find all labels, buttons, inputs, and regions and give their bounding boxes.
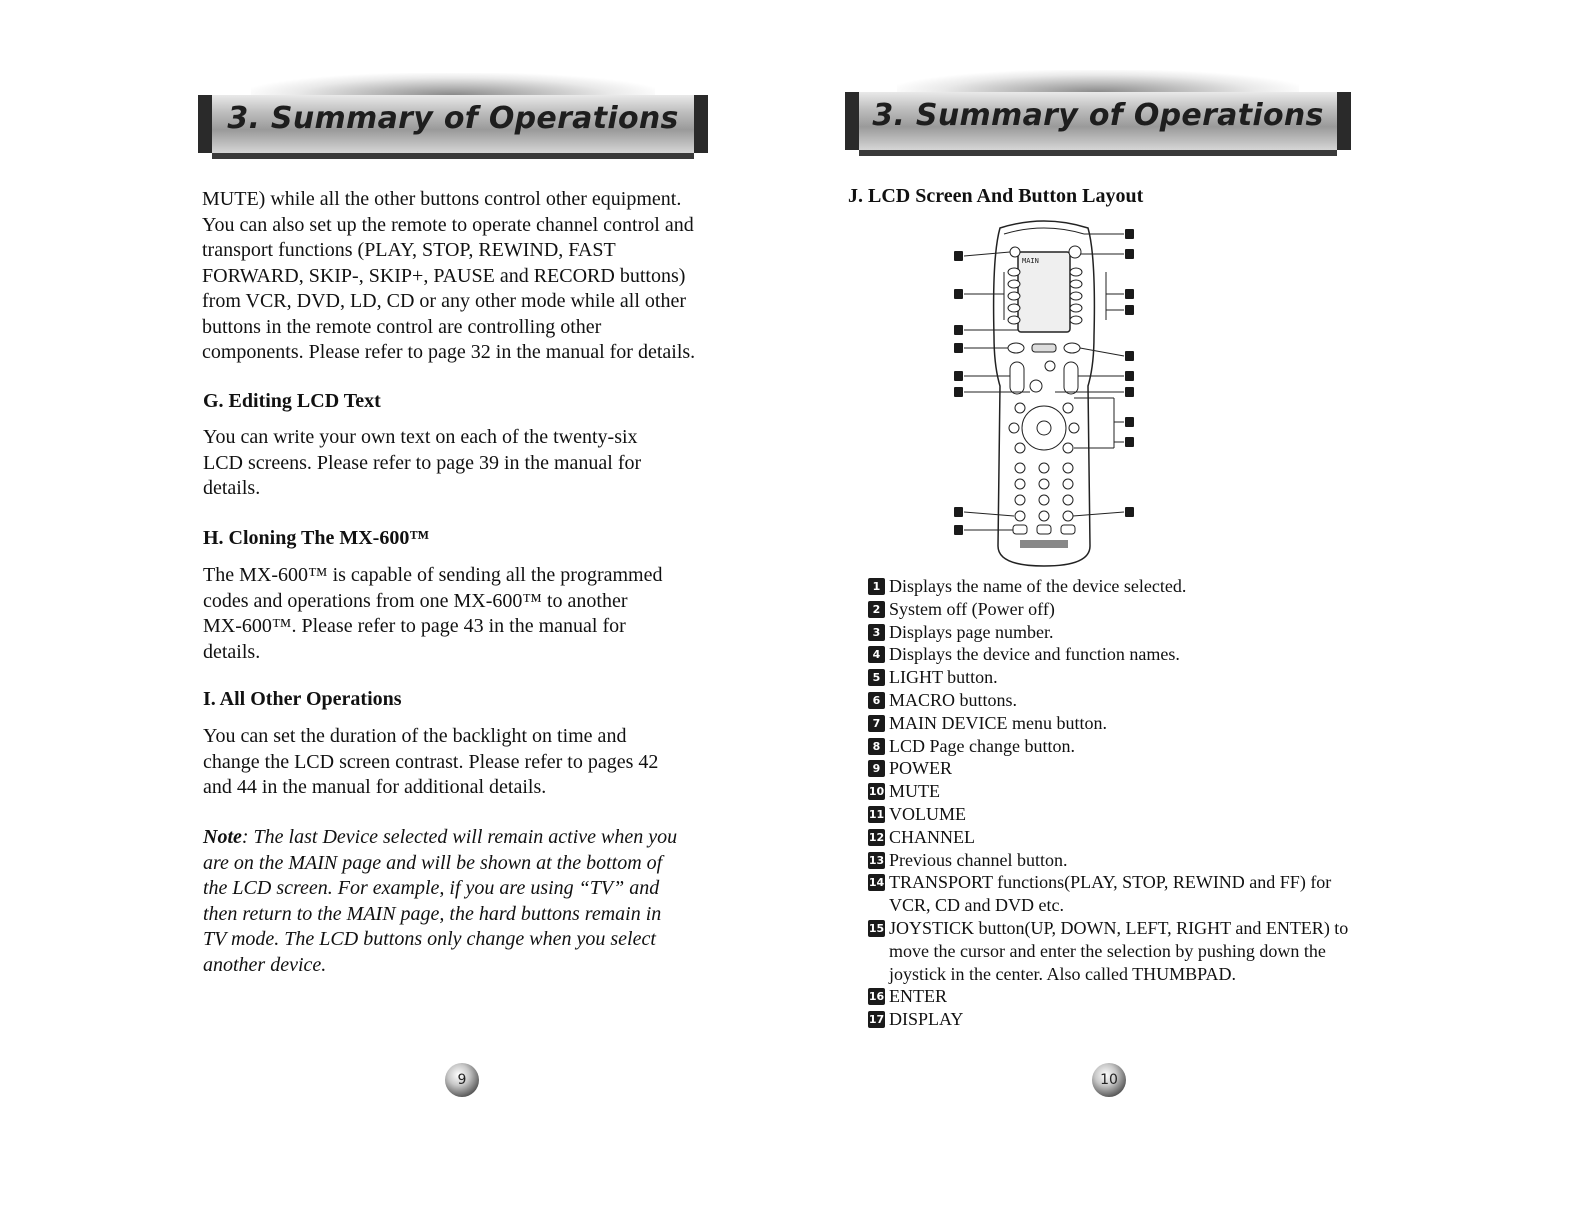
intro-line: FORWARD, SKIP-, SKIP+, PAUSE and RECORD buttons) <box>202 264 686 287</box>
legend-number: 11 <box>868 807 885 821</box>
legend-text: Displays page number. <box>889 621 1054 642</box>
section-g-line: details. <box>203 477 261 499</box>
section-h-line: MX-600™. Please refer to page 43 in the manual for <box>203 615 626 637</box>
section-i-line: You can set the duration of the backlight on time and <box>203 725 627 747</box>
remote-svg <box>944 216 1144 572</box>
legend-number: 15 <box>868 921 885 935</box>
legend-item <box>868 666 1388 689</box>
note-line: the LCD screen. For example, if you are using “TV” and <box>203 877 660 899</box>
section-g-body <box>203 425 723 502</box>
legend-number: 16 <box>868 990 885 1004</box>
legend-text: System off (Power off) <box>889 598 1055 619</box>
left-page-number: 9 <box>445 1063 479 1097</box>
legend-number: 2 <box>868 601 885 618</box>
intro-line: You can also set up the remote to operate channel control and <box>202 213 694 236</box>
legend-text: ENTER <box>889 986 947 1007</box>
right-banner-title: 3. Summary of Operations <box>872 98 1324 133</box>
legend-number: 14 <box>868 876 885 890</box>
note-block <box>203 825 743 978</box>
legend-text: MACRO buttons. <box>889 689 1018 710</box>
legend-item <box>868 917 1388 985</box>
legend-item <box>868 757 1388 780</box>
section-h-heading: H. Cloning The MX-600™ <box>203 527 430 549</box>
legend-text: LIGHT button. <box>889 667 998 688</box>
legend-item <box>868 712 1388 735</box>
legend-number: 6 <box>868 692 885 709</box>
intro-line: components. Please refer to page 32 in the manual for details. <box>202 341 696 363</box>
button-legend <box>868 575 1388 1031</box>
legend-number: 13 <box>868 853 885 867</box>
legend-number: 17 <box>868 1013 885 1027</box>
legend-item <box>868 826 1388 849</box>
legend-text: VOLUME <box>889 803 966 824</box>
legend-item <box>868 849 1388 872</box>
legend-item <box>868 985 1388 1008</box>
legend-number: 4 <box>868 646 885 663</box>
legend-text: LCD Page change button. <box>889 735 1075 756</box>
section-h-body <box>203 563 723 665</box>
legend-item <box>868 689 1388 712</box>
legend-number: 5 <box>868 669 885 686</box>
legend-text: POWER <box>889 758 952 779</box>
intro-line: transport functions (PLAY, STOP, REWIND, FAST <box>202 239 616 261</box>
legend-number: 3 <box>868 624 885 641</box>
legend-text: TRANSPORT functions(PLAY, STOP, REWIND and FF) for VCR, CD and DVD etc. <box>889 872 1332 916</box>
section-i-line: and 44 in the manual for additional details. <box>203 776 547 798</box>
note-line: : The last Device selected will remain active when you <box>241 826 678 848</box>
legend-item <box>868 735 1388 758</box>
right-banner <box>845 92 1351 150</box>
legend-number: 8 <box>868 738 885 755</box>
legend-text: Displays the device and function names. <box>889 644 1180 665</box>
legend-item <box>868 575 1388 598</box>
legend-text: MUTE <box>889 781 940 802</box>
legend-item <box>868 780 1388 803</box>
legend-item <box>868 598 1388 621</box>
legend-number: 1 <box>868 578 885 595</box>
section-g-heading: G. Editing LCD Text <box>203 390 381 412</box>
section-g-line: LCD screens. Please refer to page 39 in the manual for <box>203 451 642 474</box>
lcd-main-label: MAIN <box>1022 257 1039 265</box>
section-h-line: codes and operations from one MX-600™ to another <box>203 589 628 612</box>
note-label: Note <box>203 826 242 848</box>
legend-text: DISPLAY <box>889 1009 964 1030</box>
legend-number: 10 <box>868 785 885 799</box>
legend-item <box>868 621 1388 644</box>
left-banner <box>198 95 708 153</box>
legend-item <box>868 871 1388 917</box>
section-i-heading: I. All Other Operations <box>203 688 402 710</box>
left-banner-title: 3. Summary of Operations <box>227 101 679 136</box>
legend-text: Previous channel button. <box>889 849 1068 870</box>
legend-item <box>868 643 1388 666</box>
legend-text: JOYSTICK button(UP, DOWN, LEFT, RIGHT and ENTER) to move the cursor and enter the selection by pushing down the joystick in the center. Also called THUMBPAD. <box>889 917 1349 984</box>
section-h-line: The MX-600™ is capable of sending all the programmed <box>203 564 663 586</box>
intro-line: from VCR, DVD, LD, CD or any other mode while all other <box>202 290 686 312</box>
note-first-line <box>203 825 743 851</box>
right-page-number: 10 <box>1092 1063 1126 1097</box>
legend-number: 7 <box>868 715 885 732</box>
note-line: then return to the MAIN page, the hard buttons remain in <box>203 902 662 925</box>
section-h-line: details. <box>203 640 261 663</box>
remote-diagram <box>944 216 1144 572</box>
section-j-heading: J. LCD Screen And Button Layout <box>848 185 1144 207</box>
note-line: TV mode. The LCD buttons only change when you select <box>203 928 656 950</box>
legend-text: MAIN DEVICE menu button. <box>889 712 1107 733</box>
note-line: are on the MAIN page and will be shown at the bottom of <box>203 851 663 874</box>
intro-line: buttons in the remote control are controlling other <box>202 315 602 338</box>
legend-text: Displays the name of the device selected. <box>889 576 1187 596</box>
legend-number: 12 <box>868 830 885 844</box>
section-i-body <box>203 724 723 801</box>
intro-line: MUTE) while all the other buttons control other equipment. <box>202 188 682 210</box>
legend-item <box>868 803 1388 826</box>
legend-text: CHANNEL <box>889 826 975 847</box>
legend-item <box>868 1008 1388 1031</box>
note-line: another device. <box>203 953 327 976</box>
section-i-line: change the LCD screen contrast. Please refer to pages 42 <box>203 750 659 773</box>
left-intro <box>202 187 722 366</box>
legend-number: 9 <box>868 760 885 777</box>
section-g-line: You can write your own text on each of the twenty-six <box>203 426 638 448</box>
